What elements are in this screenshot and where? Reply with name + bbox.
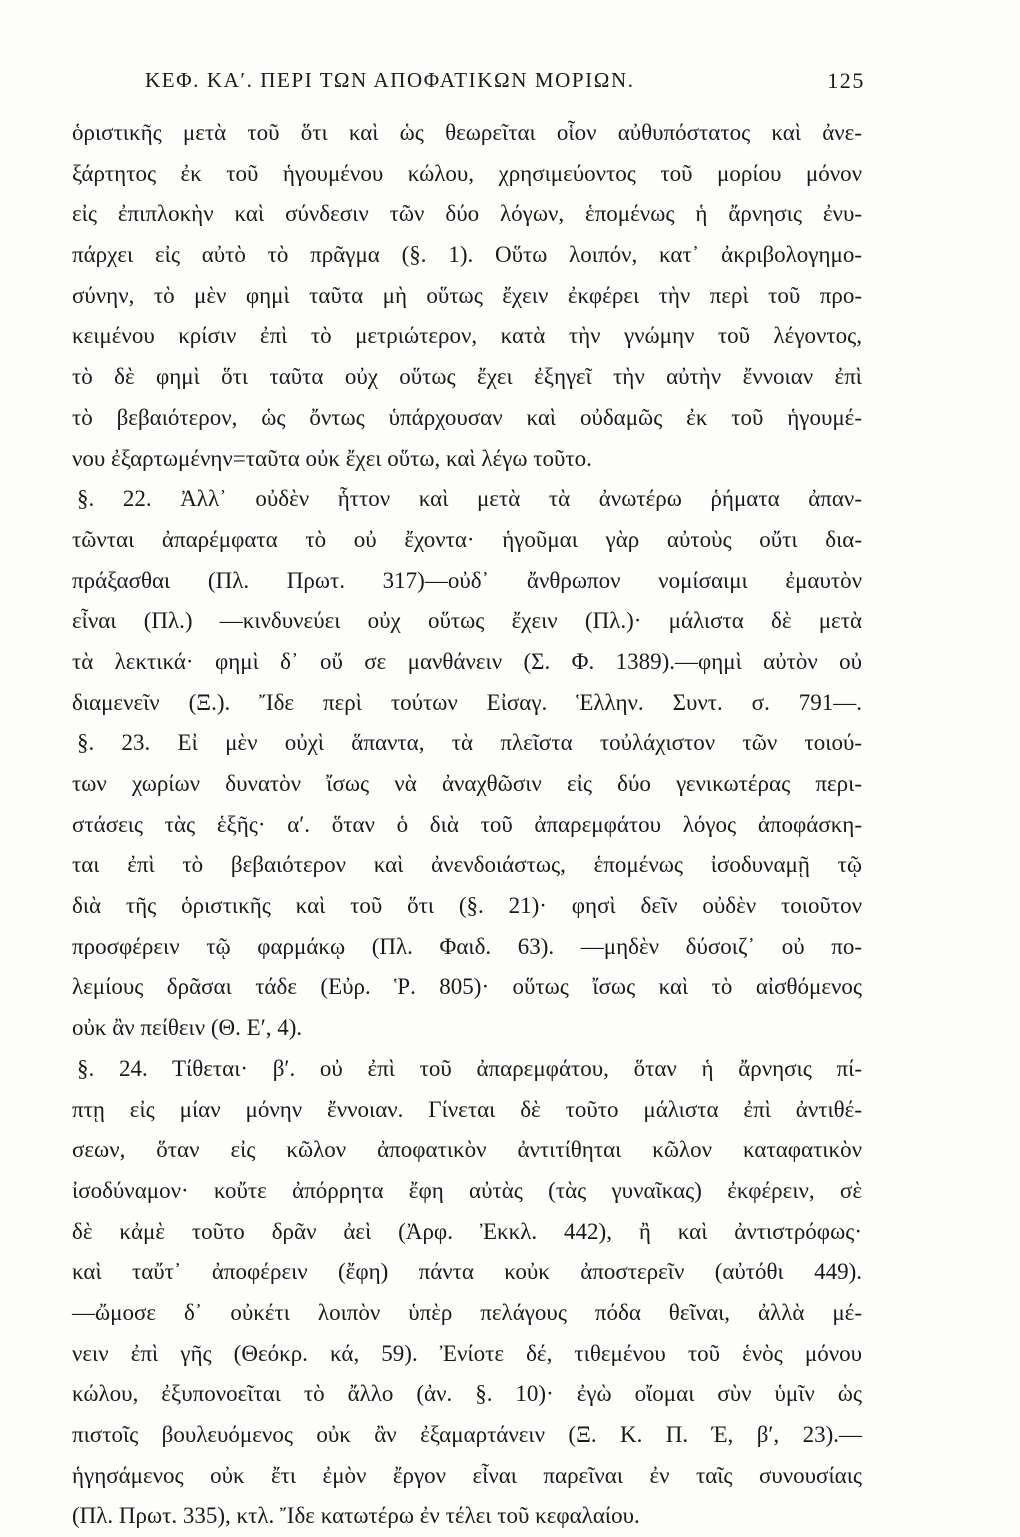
text-line: διὰ τῆς ὁριστικῆς καὶ τοῦ ὅτι (§. 21)· φησὶ δεῖν οὐδὲν τοιοῦτον bbox=[72, 893, 862, 919]
text-line: τὸ βεβαιότερον, ὡς ὄντως ὑπάρχουσαν καὶ οὐδαμῶς ἐκ τοῦ ἡγουμέ- bbox=[72, 404, 862, 430]
text-line: ἡγησάμενος οὐκ ἔτι ἐμὸν ἔργον εἶναι παρεῖναι ἐν ταῖς συνουσίαις bbox=[72, 1462, 862, 1488]
text-line: ται ἐπὶ τὸ βεβαιότερον καὶ ἀνενδοιάστως, ἑπομένως ἰσοδυναμῇ τῷ bbox=[72, 852, 862, 878]
text-line: προσφέρειν τῷ φαρμάκῳ (Πλ. Φαιδ. 63). —μηδὲν δύσοιζ᾽ οὐ πο- bbox=[72, 933, 862, 959]
text-line: κώλου, ἐξυπονοεῖται τὸ ἄλλο (ἀν. §. 10)· ἐγὼ οἴομαι σὺν ὑμῖν ὡς bbox=[72, 1381, 862, 1407]
text-line: σεων, ὅταν εἰς κῶλον ἀποφατικὸν ἀντιτίθηται κῶλον καταφατικὸν bbox=[72, 1137, 862, 1163]
text-line: ἰσοδύναμον· κοὔτε ἀπόρρητα ἔφη αὐτὰς (τὰς γυναῖκας) ἐκφέρειν, σὲ bbox=[72, 1177, 862, 1203]
text-line: §. 24. Τίθεται· βʹ. οὐ ἐπὶ τοῦ ἀπαρεμφάτου, ὅταν ἡ ἄρνησις πί- bbox=[77, 1055, 862, 1081]
page-number: 125 bbox=[827, 68, 865, 93]
text-line: §. 22. Ἀλλ᾽ οὐδὲν ἧττον καὶ μετὰ τὰ ἀνωτέρω ῥήματα ἀπαν- bbox=[77, 486, 862, 512]
text-line: πιστοῖς βουλευόμενος οὐκ ἂν ἐξαμαρτάνειν (Ξ. Κ. Π. Έ, βʹ, 23).— bbox=[72, 1422, 862, 1447]
text-line: δὲ κἀμὲ τοῦτο δρᾶν ἀεὶ (Ἀρφ. Ἐκκλ. 442), ἢ καὶ ἀντιστρόφως· bbox=[72, 1218, 862, 1244]
running-header bbox=[145, 68, 865, 104]
text-line: εἰς ἐπιπλοκὴν καὶ σύνδεσιν τῶν δύο λόγων, ἑπομένως ἡ ἄρνησις ἐνυ- bbox=[72, 201, 862, 227]
text-line: κειμένου κρίσιν ἐπὶ τὸ μετριώτερον, κατὰ τὴν γνώμην τοῦ λέγοντος, bbox=[72, 323, 862, 349]
text-line: νου ἐξαρτωμένην=ταῦτα οὐκ ἔχει οὕτω, καὶ λέγω τοῦτο. bbox=[72, 445, 592, 471]
text-line: §. 23. Εἰ μὲν οὐχὶ ἅπαντα, τὰ πλεῖστα τοὐλάχιστον τῶν τοιού- bbox=[77, 730, 862, 756]
text-line: (Πλ. Πρωτ. 335), κτλ. Ἴδε κατωτέρω ἐν τέλει τοῦ κεφαλαίου. bbox=[72, 1503, 640, 1529]
text-line: διαμενεῖν (Ξ.). Ἴδε περὶ τούτων Εἰσαγ. Ἑλλην. Συντ. σ. 791—. bbox=[72, 689, 862, 715]
text-line: πράξασθαι (Πλ. Πρωτ. 317)—οὐδ᾽ ἄνθρωπον νομίσαιμι ἐμαυτὸν bbox=[72, 567, 862, 593]
text-line: των χωρίων δυνατὸν ἴσως νὰ ἀναχθῶσιν εἰς δύο γενικωτέρας περι- bbox=[72, 771, 862, 796]
chapter-title: ΚΕΦ. ΚΑʹ. ΠΕΡΙ ΤΩΝ ΑΠΟΦΑΤΙΚΩΝ ΜΟΡΙΩΝ. bbox=[145, 68, 635, 92]
text-line: τὸ δὲ φημὶ ὅτι ταῦτα οὐχ οὕτως ἔχει ἐξηγεῖ τὴν αὐτὴν ἔννοιαν ἐπὶ bbox=[72, 364, 862, 390]
text-line: τῶνται ἀπαρέμφατα τὸ οὐ ἔχοντα· ἡγοῦμαι γὰρ αὐτοὺς οὔτι δια- bbox=[72, 526, 862, 552]
text-line: οὐκ ἂν πείθειν (Θ. Εʹ, 4). bbox=[72, 1015, 303, 1041]
text-line: καὶ ταὔτ᾽ ἀποφέρειν (ἔφη) πάντα κοὐκ ἀποστερεῖν (αὐτόθι 449). bbox=[72, 1259, 862, 1285]
text-line: λεμίους δρᾶσαι τάδε (Εὐρ. Ῥ. 805)· οὕτως ἴσως καὶ τὸ αἰσθόμενος bbox=[72, 974, 862, 1000]
text-line: ξάρτητος ἐκ τοῦ ἡγουμένου κώλου, χρησιμεύοντος τοῦ μορίου μόνον bbox=[72, 160, 862, 186]
text-line: —ὤμοσε δ᾽ οὐκέτι λοιπὸν ὑπὲρ πελάγους πόδα θεῖναι, ἀλλὰ μέ- bbox=[72, 1299, 862, 1325]
text-line: σύνην, τὸ μὲν φημὶ ταῦτα μὴ οὕτως ἔχειν ἐκφέρει τὴν περὶ τοῦ προ- bbox=[72, 282, 862, 308]
text-line: εἶναι (Πλ.) —κινδυνεύει οὐχ οὕτως ἔχειν (Πλ.)· μάλιστα δὲ μετὰ bbox=[72, 608, 862, 634]
text-body bbox=[72, 113, 862, 1537]
text-line: ὁριστικῆς μετὰ τοῦ ὅτι καὶ ὡς θεωρεῖται οἷον αὐθυπόστατος καὶ ἀνε- bbox=[72, 120, 862, 145]
text-line: τὰ λεκτικά· φημὶ δ᾽ οὔ σε μανθάνειν (Σ. Φ. 1389).—φημὶ αὐτὸν οὐ bbox=[72, 648, 862, 674]
text-line: στάσεις τὰς ἑξῆς· αʹ. ὅταν ὁ διὰ τοῦ ἀπαρεμφάτου λόγος ἀποφάσκη- bbox=[72, 811, 862, 837]
text-line: πάρχει εἰς αὐτὸ τὸ πρᾶγμα (§. 1). Οὕτω λοιπόν, κατ᾽ ἀκριβολογημο- bbox=[72, 242, 862, 268]
text-line: πτῃ εἰς μίαν μόνην ἔννοιαν. Γίνεται δὲ τοῦτο μάλιστα ἐπὶ ἀντιθέ- bbox=[72, 1096, 862, 1122]
text-line: νειν ἐπὶ γῆς (Θεόκρ. κά, 59). Ἐνίοτε δέ, τιθεμένου τοῦ ἑνὸς μόνου bbox=[72, 1340, 862, 1366]
